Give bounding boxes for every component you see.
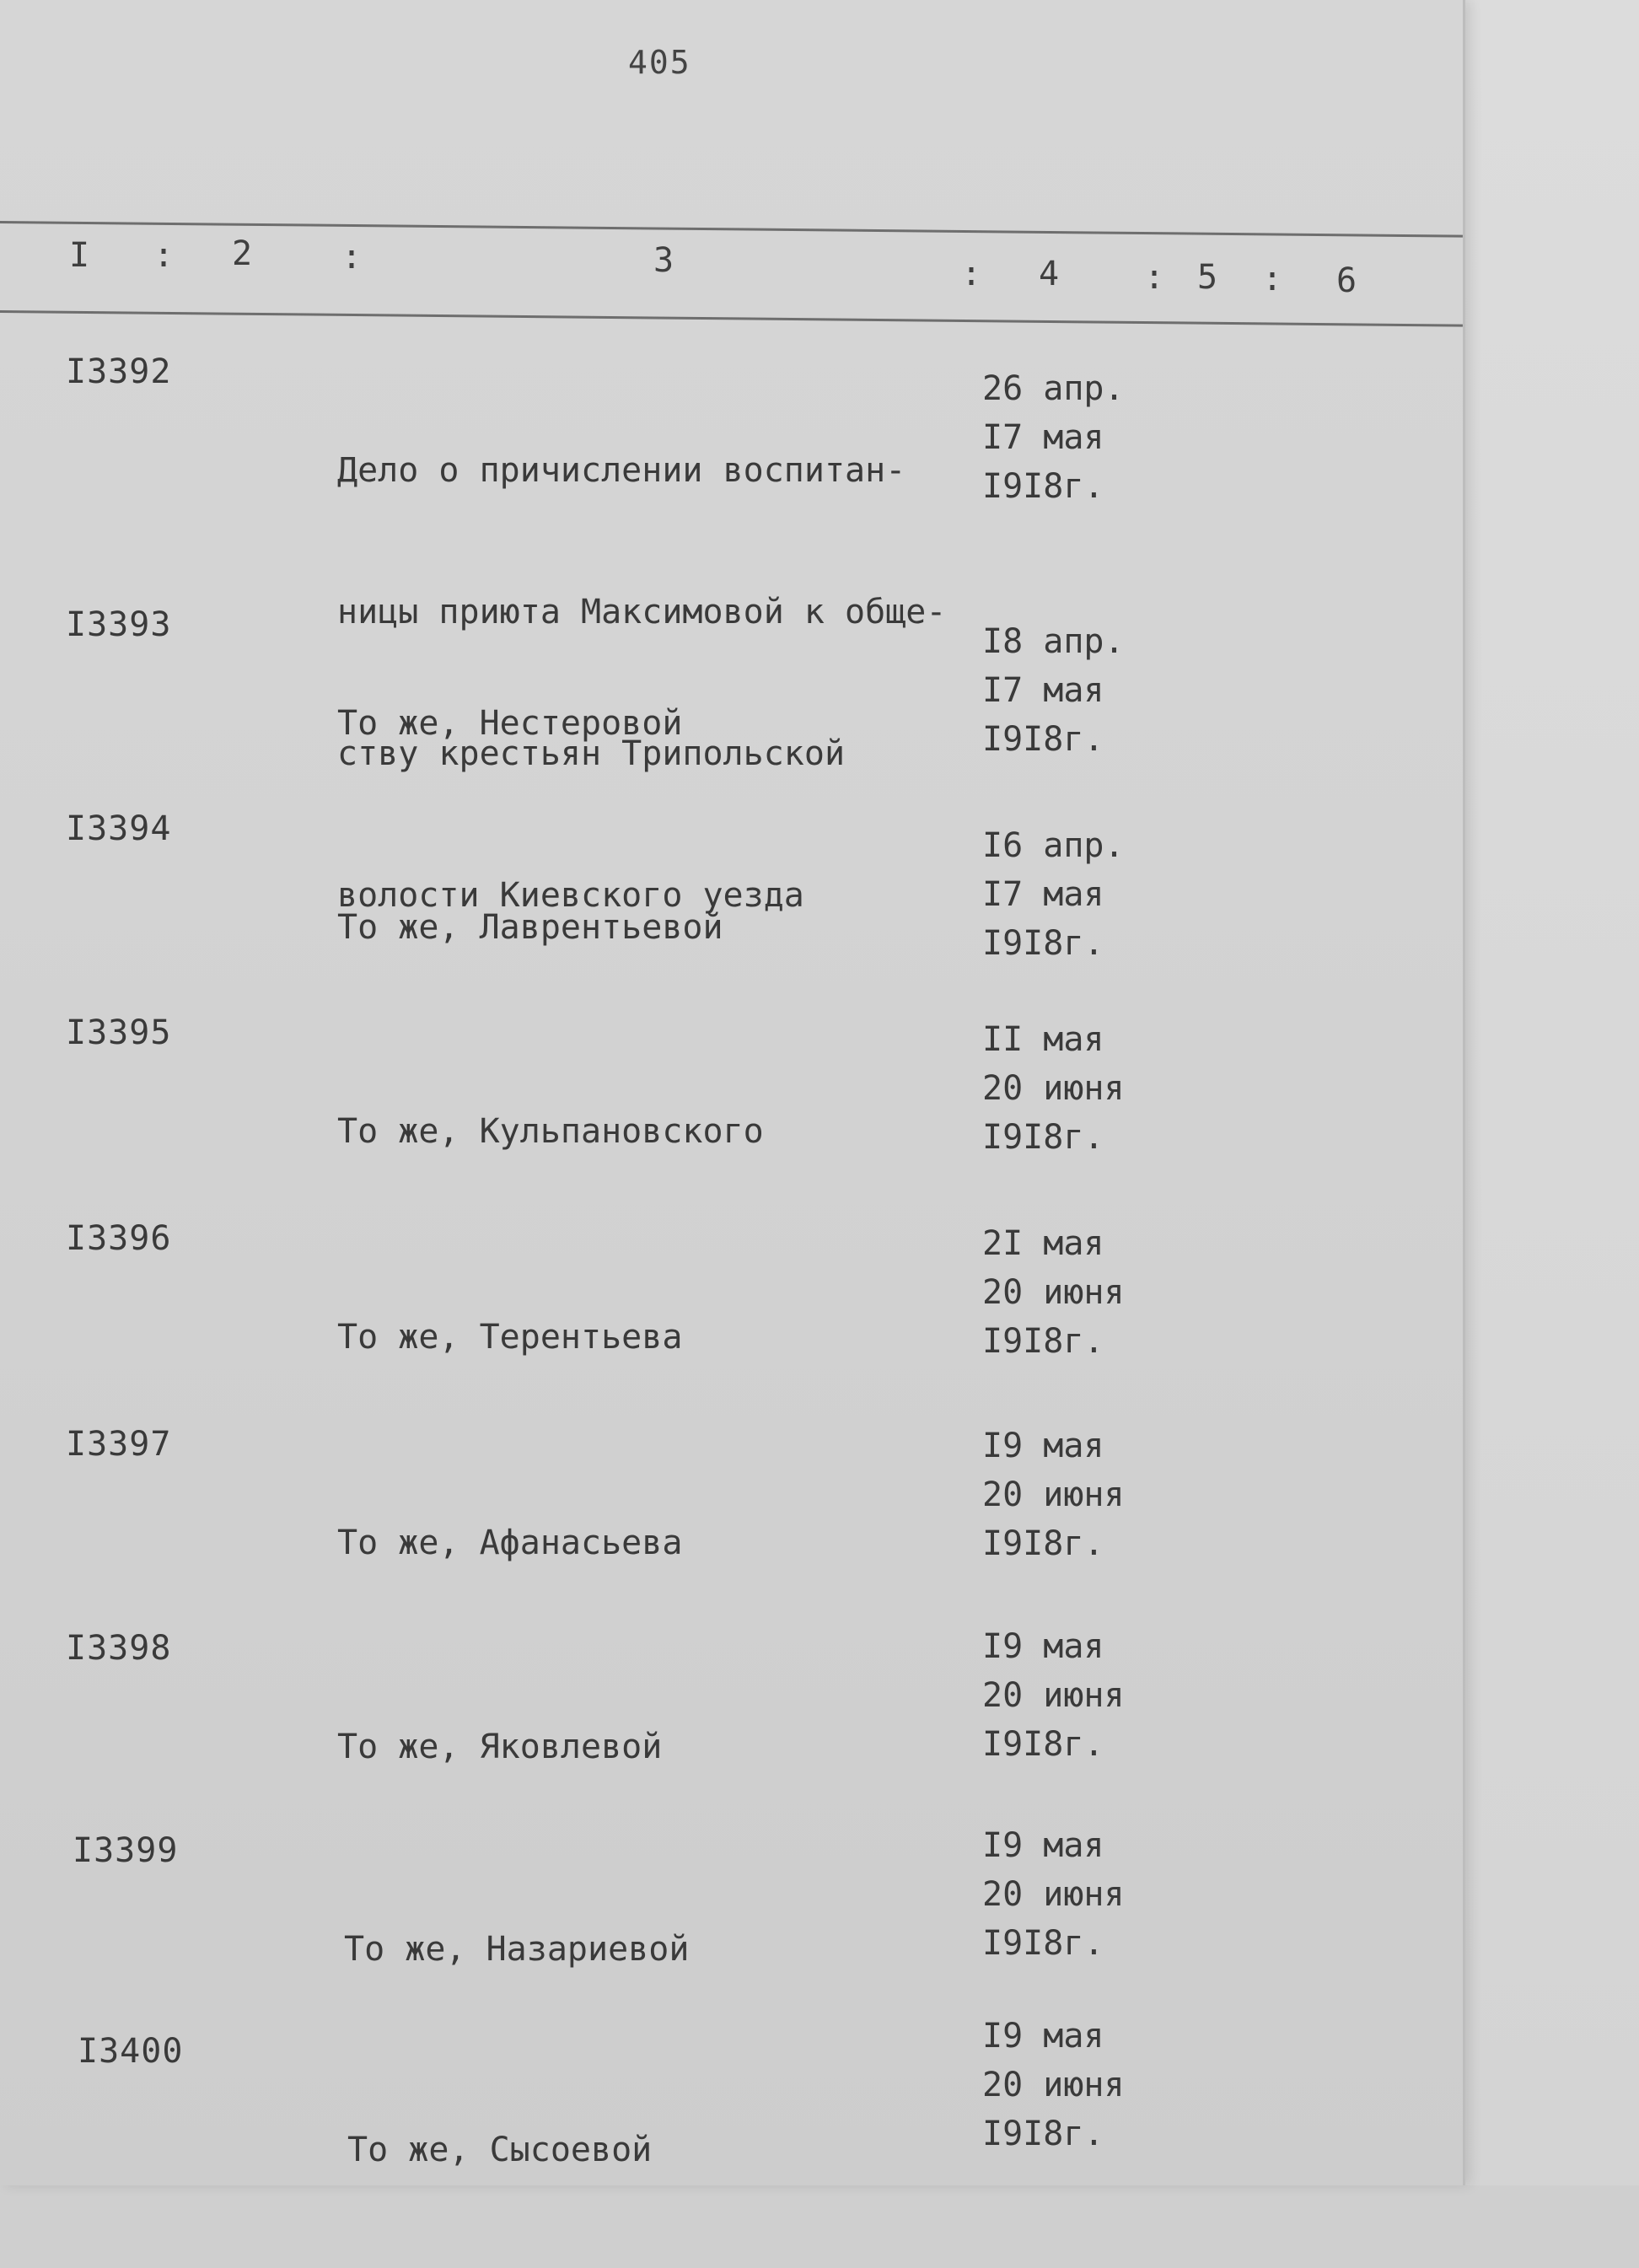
description-line: То же, Назариевой xyxy=(344,1930,690,1969)
entry-dates xyxy=(982,1015,1125,1162)
column-header-4: 4 xyxy=(1039,255,1060,293)
column-separator: : xyxy=(1262,260,1283,298)
entry-description xyxy=(337,809,723,1045)
date-start: I6 апр. xyxy=(982,826,1125,865)
description-line: ницы приюта Максимовой к обще- xyxy=(337,593,947,631)
description-line: То же, Терентьева xyxy=(337,1318,683,1357)
entry-description xyxy=(337,605,682,841)
date-start: I9 мая xyxy=(982,2017,1104,2056)
date-end: 20 июня xyxy=(982,1273,1125,1312)
entry-number: I3396 xyxy=(66,1219,172,1258)
date-end: I7 мая xyxy=(982,875,1104,914)
date-start: 26 апр. xyxy=(982,369,1125,408)
date-end: 20 июня xyxy=(982,1069,1125,1108)
page-number: 405 xyxy=(628,44,691,81)
date-start: 2I мая xyxy=(982,1224,1104,1263)
entry-dates xyxy=(982,1422,1125,1568)
column-header-2: 2 xyxy=(232,234,253,273)
date-end: 20 июня xyxy=(982,1676,1125,1715)
date-start: I9 мая xyxy=(982,1627,1104,1666)
date-start: I8 апр. xyxy=(982,622,1125,661)
date-year: I9I8г. xyxy=(982,1924,1104,1963)
date-end: 20 июня xyxy=(982,1875,1125,1914)
entry-description xyxy=(337,1629,662,1865)
entry-description xyxy=(337,1425,682,1661)
entry-dates xyxy=(982,2012,1125,2158)
entry-description xyxy=(337,1013,764,1250)
date-year: I9I8г. xyxy=(982,1725,1104,1764)
entry-number: I3392 xyxy=(66,352,172,391)
description-line: То же, Кульпановского xyxy=(337,1112,764,1151)
column-header-3: 3 xyxy=(653,241,674,280)
description-line: То же, Лаврентьевой xyxy=(337,908,723,947)
date-year: I9I8г. xyxy=(982,924,1104,963)
date-start: II мая xyxy=(982,1020,1104,1059)
column-header-5: 5 xyxy=(1197,258,1218,297)
column-separator: : xyxy=(1144,258,1165,297)
date-end: I7 мая xyxy=(982,418,1104,457)
entry-number: I3400 xyxy=(78,2032,184,2071)
date-start: I9 мая xyxy=(982,1427,1104,1465)
adjacent-page-edge xyxy=(1465,0,1639,2185)
date-end: 20 июня xyxy=(982,1475,1125,1514)
entry-description xyxy=(347,2032,652,2268)
date-year: I9I8г. xyxy=(982,1118,1104,1157)
date-start: I9 мая xyxy=(982,1826,1104,1865)
description-line: То же, Яковлевой xyxy=(337,1728,663,1766)
date-end: I7 мая xyxy=(982,671,1104,710)
description-line: Дело о причислении воспитан- xyxy=(337,451,906,490)
date-year: I9I8г. xyxy=(982,720,1104,759)
entry-dates xyxy=(982,364,1125,511)
description-line: То же, Нестеровой xyxy=(337,704,683,743)
column-header-6: 6 xyxy=(1336,261,1357,300)
date-year: I9I8г. xyxy=(982,2115,1104,2153)
header-rule-top xyxy=(0,221,1463,238)
header-rule-bottom xyxy=(0,310,1463,327)
column-separator: : xyxy=(341,238,363,277)
entry-dates xyxy=(982,617,1125,764)
date-year: I9I8г. xyxy=(982,1524,1104,1563)
entry-dates xyxy=(982,821,1125,968)
column-separator: : xyxy=(961,255,982,293)
description-line: То же, Афанасьева xyxy=(337,1524,683,1562)
date-year: I9I8г. xyxy=(982,1322,1104,1361)
entry-number: I3395 xyxy=(66,1013,172,1052)
entry-dates xyxy=(982,1821,1125,1968)
entry-dates xyxy=(982,1622,1125,1769)
description-line: ству крестьян Трипольской xyxy=(337,734,846,773)
description-line: волости Киевского уезда xyxy=(337,876,804,915)
column-separator: : xyxy=(153,236,175,275)
entry-number: I3393 xyxy=(66,605,172,644)
entry-description xyxy=(337,1219,682,1455)
entry-number: I3399 xyxy=(73,1831,179,1870)
entry-dates xyxy=(982,1219,1125,1366)
date-end: 20 июня xyxy=(982,2066,1125,2104)
entry-number: I3394 xyxy=(66,809,172,848)
column-header-1: I xyxy=(69,236,90,275)
entry-number: I3397 xyxy=(66,1425,172,1464)
description-line: То же, Сысоевой xyxy=(347,2131,653,2169)
date-year: I9I8г. xyxy=(982,467,1104,506)
entry-number: I3398 xyxy=(66,1629,172,1668)
